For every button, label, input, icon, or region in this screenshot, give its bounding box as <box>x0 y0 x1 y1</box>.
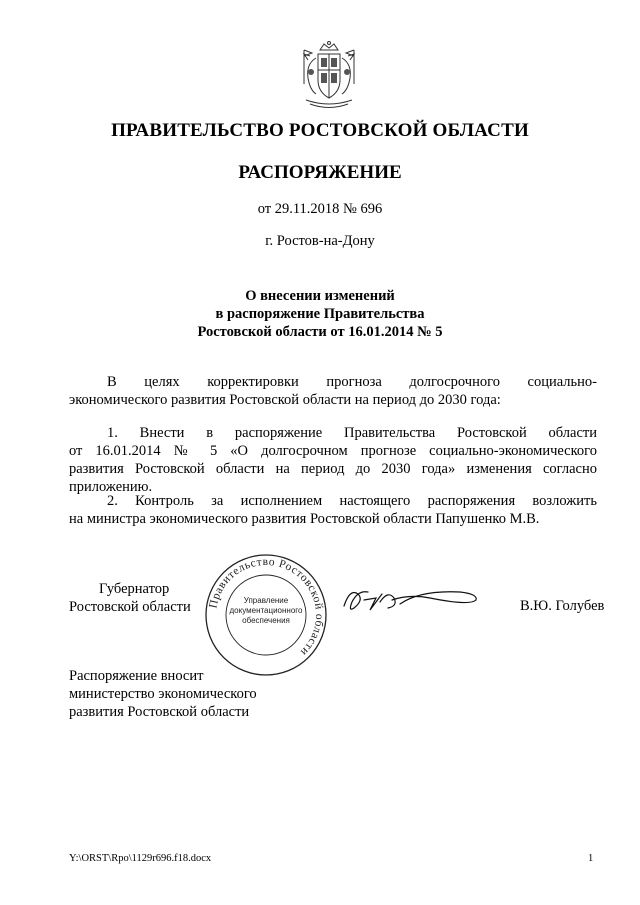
official-stamp <box>203 552 329 678</box>
paragraph-line: В целях корректировки прогноза долгосрочного социально- <box>107 374 597 390</box>
originator-block <box>69 667 257 721</box>
signatory-title-line: Ростовской области <box>69 599 191 615</box>
document-subject <box>0 287 640 341</box>
paragraph-line: 1. Внести в распоряжение Правительства Ростовской области <box>107 425 597 441</box>
signatory-title-line: Губернатор <box>99 581 170 597</box>
paragraph-line: от 16.01.2014 № 5 «О долгосрочном прогнозе социально-экономического <box>69 443 597 459</box>
preamble-paragraph <box>69 373 597 409</box>
stamp-inner-text: Управление документационного обеспечения <box>229 596 303 625</box>
subject-line: О внесении изменений <box>245 288 395 304</box>
paragraph-line: развития Ростовской области на период до 2030 года» изменения согласно <box>69 461 597 477</box>
handwritten-signature <box>340 580 480 620</box>
document-date-number: от 29.11.2018 № 696 <box>257 201 383 217</box>
signatory-title <box>69 580 191 616</box>
footer-page-number: 1 <box>588 853 594 864</box>
organization-title: ПРАВИТЕЛЬСТВО РОСТОВСКОЙ ОБЛАСТИ <box>111 120 529 141</box>
originator-line: Распоряжение вносит <box>69 668 204 684</box>
paragraph-line: на министра экономического развития Ростовской области Папушенко М.В. <box>69 511 540 527</box>
stamp-outer-text: Правительство Ростовской области <box>207 555 326 659</box>
item-2-paragraph <box>69 492 597 528</box>
footer-file-path: Y:\ORST\Rpo\1129r696.f18.docx <box>69 853 212 864</box>
paragraph-line: экономического развития Ростовской области на период до 2030 года: <box>69 392 501 408</box>
paragraph-line: 2. Контроль за исполнением настоящего распоряжения возложить <box>107 493 597 509</box>
subject-line: в распоряжение Правительства <box>215 306 425 322</box>
originator-line: развития Ростовской области <box>69 704 250 720</box>
subject-line: Ростовской области от 16.01.2014 № 5 <box>197 324 443 340</box>
document-city: г. Ростов-на-Дону <box>265 233 375 249</box>
document-type: РАСПОРЯЖЕНИЕ <box>238 162 402 183</box>
signatory-name: В.Ю. Голубев <box>520 598 605 614</box>
item-1-paragraph <box>69 424 597 496</box>
originator-line: министерство экономического <box>69 686 257 702</box>
paragraph-line: приложению. <box>69 479 153 495</box>
coat-of-arms-icon <box>298 40 360 112</box>
